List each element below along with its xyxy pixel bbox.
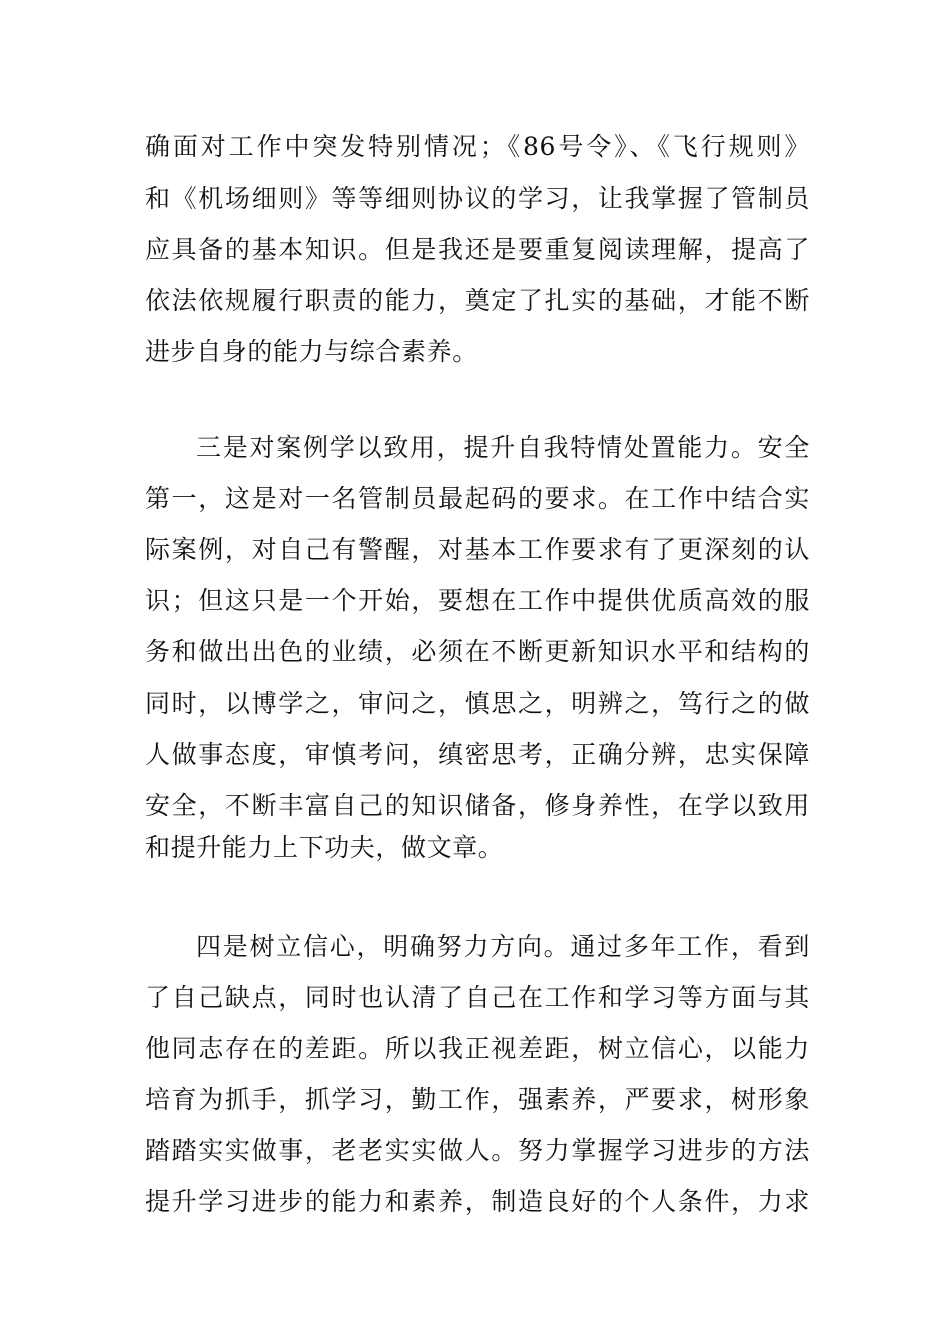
text-line: 进步自身的能力与综合素养。: [145, 337, 478, 366]
text-line: 依法依规履行职责的能力，奠定了扎实的基础，才能不断: [145, 286, 810, 315]
text-line: 他同志存在的差距。所以我正视差距，树立信心，以能力: [145, 1034, 810, 1063]
text-line: 安全，不断丰富自己的知识储备，修身养性，在学以致用: [145, 791, 810, 820]
text-line: 三是对案例学以致用，提升自我特情处置能力。安全: [196, 433, 810, 462]
text-line: 人做事态度，审慎考问，缜密思考，正确分辨，忠实保障: [145, 740, 810, 769]
text-line: 际案例，对自己有警醒，对基本工作要求有了更深刻的认: [145, 535, 810, 564]
text-line: 应具备的基本知识。但是我还是要重复阅读理解，提高了: [145, 235, 810, 264]
text-line: 踏踏实实做事，老老实实做人。努力掌握学习进步的方法: [145, 1136, 810, 1165]
text-line: 同时，以博学之，审问之，慎思之，明辨之，笃行之的做: [145, 689, 810, 718]
text-line: 第一，这是对一名管制员最起码的要求。在工作中结合实: [145, 484, 810, 513]
text-line: 和《机场细则》等等细则协议的学习，让我掌握了管制员: [145, 184, 810, 213]
text-line: 和提升能力上下功夫，做文章。: [145, 833, 504, 862]
text-line: 务和做出出色的业绩，必须在不断更新知识水平和结构的: [145, 637, 810, 666]
text-line: 四是树立信心，明确努力方向。通过多年工作，看到: [196, 932, 810, 961]
text-line: 了自己缺点，同时也认清了自己在工作和学习等方面与其: [145, 983, 810, 1012]
text-line: 提升学习进步的能力和素养，制造良好的个人条件，力求: [145, 1187, 810, 1216]
text-line: 识；但这只是一个开始，要想在工作中提供优质高效的服: [145, 586, 810, 615]
text-line: 培育为抓手，抓学习，勤工作，强素养，严要求，树形象: [145, 1085, 810, 1114]
text-line: 确面对工作中突发特别情况；《86号令》、《飞行规则》: [145, 132, 810, 161]
